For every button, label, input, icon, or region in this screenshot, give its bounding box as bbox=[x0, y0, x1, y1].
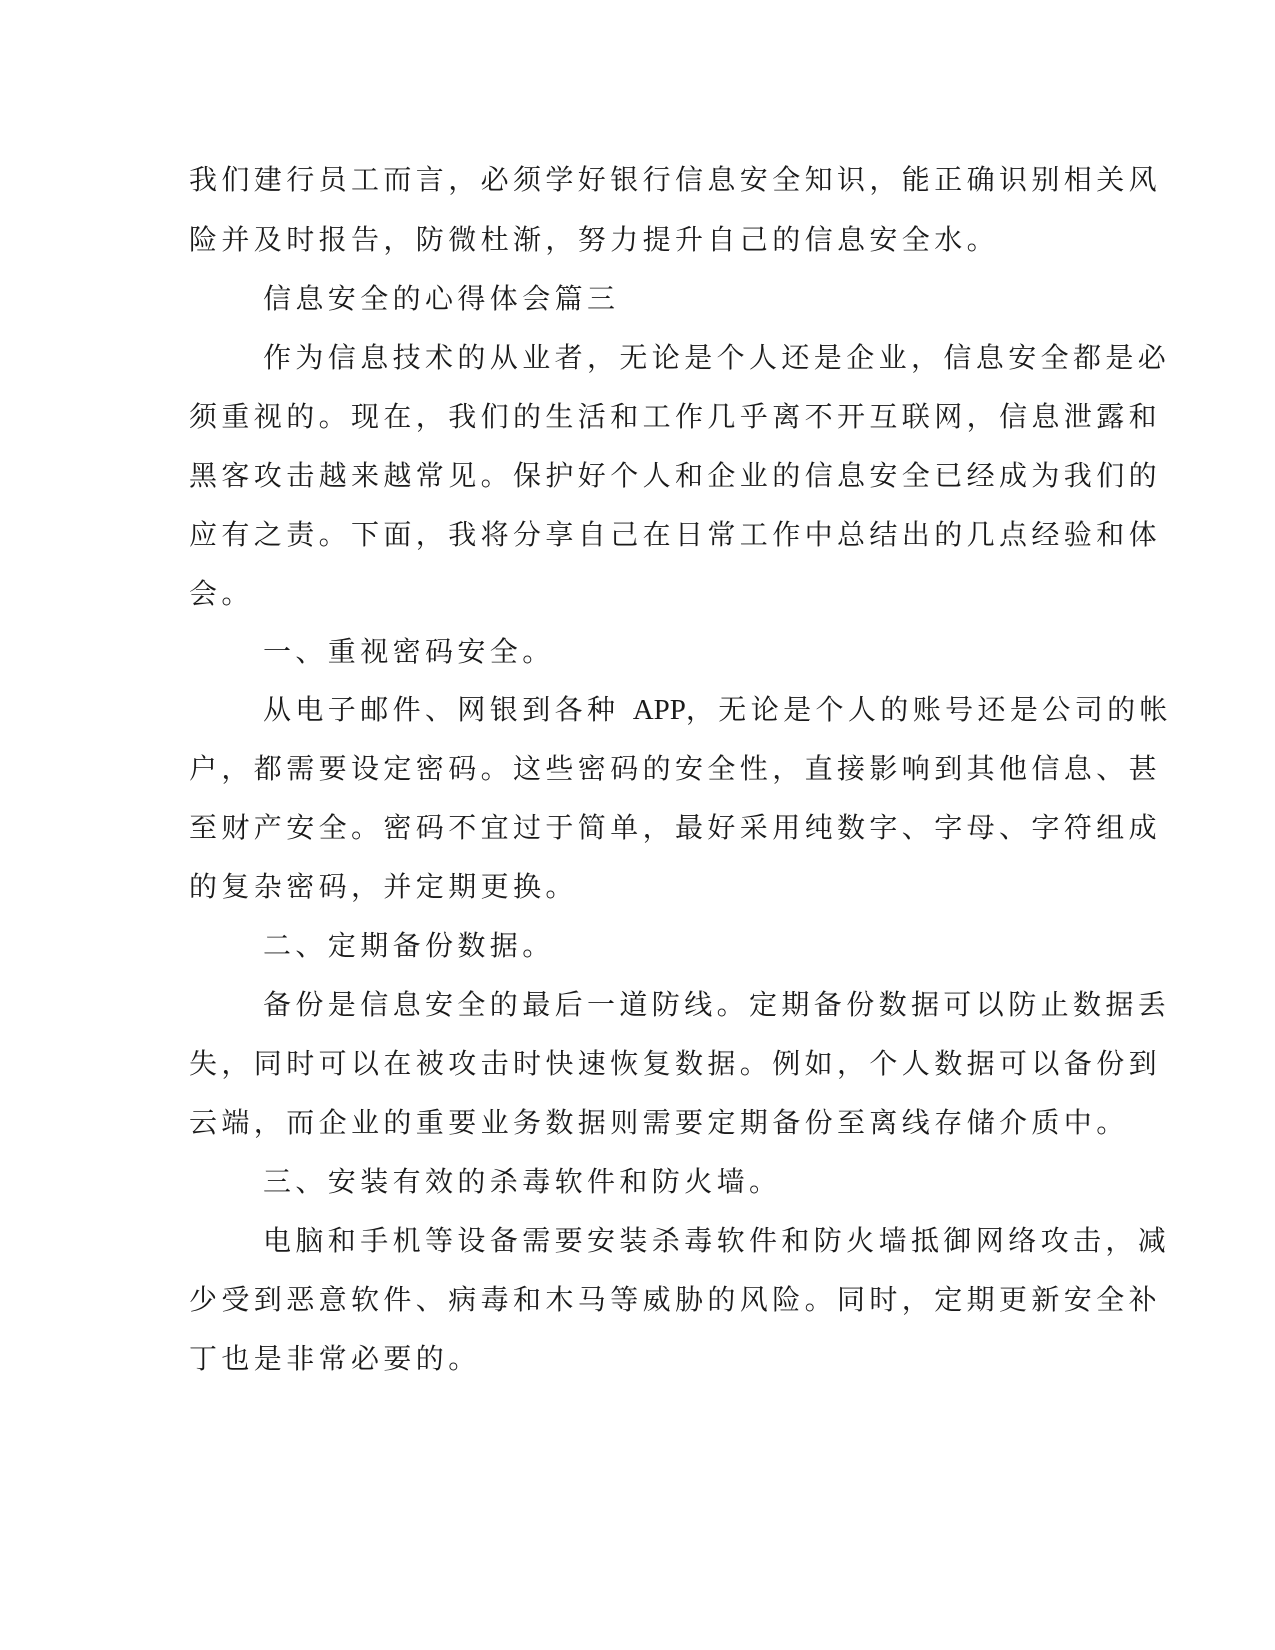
text-line: 云端，而企业的重要业务数据则需要定期备份至离线存储介质中。 bbox=[189, 1106, 1129, 1139]
text-line: 险并及时报告，防微杜渐，努力提升自己的信息安全水。 bbox=[189, 223, 1000, 256]
text-line: 我们建行员工而言，必须学好银行信息安全知识，能正确识别相关风 bbox=[189, 163, 1162, 196]
text-line: 会。 bbox=[189, 577, 254, 610]
text-line: 须重视的。现在，我们的生活和工作几乎离不开互联网，信息泄露和 bbox=[189, 400, 1162, 433]
text-line: 丁也是非常必要的。 bbox=[189, 1342, 481, 1375]
text-line: 的复杂密码，并定期更换。 bbox=[189, 870, 578, 903]
text-line: 黑客攻击越来越常见。保护好个人和企业的信息安全已经成为我们的 bbox=[189, 459, 1162, 492]
text-line: 电脑和手机等设备需要安装杀毒软件和防火墙抵御网络攻击，减 bbox=[263, 1224, 1171, 1257]
text-segment: ，无论是个人的账号还是公司的帐 bbox=[685, 693, 1172, 726]
text-line: 作为信息技术的从业者，无论是个人还是企业，信息安全都是必 bbox=[263, 341, 1171, 374]
section-heading: 信息安全的心得体会篇三 bbox=[263, 282, 620, 315]
text-line: 少受到恶意软件、病毒和木马等威胁的风险。同时，定期更新安全补 bbox=[189, 1283, 1162, 1316]
text-line: 至财产安全。密码不宜过于简单，最好采用纯数字、字母、字符组成 bbox=[189, 811, 1162, 844]
text-line bbox=[263, 692, 1172, 728]
list-heading: 三、安装有效的杀毒软件和防火墙。 bbox=[263, 1165, 782, 1198]
text-line: 应有之责。下面，我将分享自己在日常工作中总结出的几点经验和体 bbox=[189, 518, 1162, 551]
text-line: 失，同时可以在被攻击时快速恢复数据。例如，个人数据可以备份到 bbox=[189, 1047, 1162, 1080]
text-segment: 从电子邮件、网银到各种 bbox=[263, 693, 633, 726]
text-segment-latin: APP bbox=[632, 694, 686, 726]
list-heading: 一、重视密码安全。 bbox=[263, 635, 555, 668]
list-heading: 二、定期备份数据。 bbox=[263, 929, 555, 962]
text-line: 户，都需要设定密码。这些密码的安全性，直接影响到其他信息、甚 bbox=[189, 752, 1162, 785]
text-line: 备份是信息安全的最后一道防线。定期备份数据可以防止数据丢 bbox=[263, 988, 1171, 1021]
